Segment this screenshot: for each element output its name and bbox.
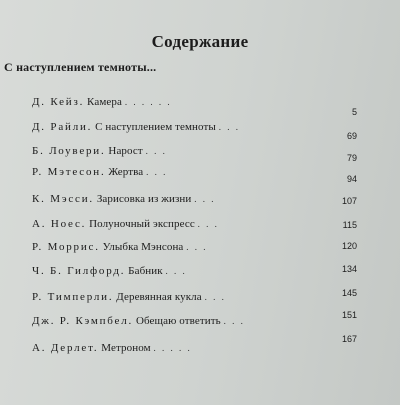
toc-entry: [0, 288, 400, 307]
toc-entry: [0, 145, 400, 161]
toc-entry: [0, 265, 400, 281]
toc-entry: [0, 96, 400, 117]
dot-leader: . . .: [165, 266, 187, 276]
toc-entry: [0, 241, 400, 257]
entry-author: А. Ноес.: [32, 218, 87, 230]
entry-title: Полуночный экспресс: [89, 218, 195, 230]
entry-text: [32, 241, 208, 253]
entry-text: [32, 166, 167, 178]
entry-title: Метроном: [101, 342, 151, 354]
entry-page-number: 107: [341, 196, 357, 206]
entry-page-number: 145: [341, 288, 357, 298]
entry-title: Обещаю ответить: [135, 315, 221, 327]
entry-author: К. Мэсси.: [32, 193, 94, 205]
entry-text: [32, 265, 187, 277]
entry-title: С наступлением темноты: [95, 121, 216, 133]
entry-author: Р. Тимперли.: [32, 291, 114, 303]
entry-author: Д. Кейз.: [32, 96, 85, 108]
entry-page-number: 94: [346, 174, 357, 184]
toc-entry: [0, 218, 400, 234]
entry-text: [32, 96, 172, 108]
entry-page-number: 134: [341, 264, 357, 274]
entry-page-number: 167: [341, 334, 357, 344]
entry-page-number: 5: [351, 107, 357, 117]
entry-author: Р. Моррис.: [32, 241, 100, 253]
dot-leader: . . .: [218, 122, 241, 132]
entry-title: Камера: [87, 96, 122, 108]
dot-leader: . . .: [186, 242, 208, 252]
entry-text: [32, 342, 192, 354]
entry-author: Ч. Б. Гилфорд.: [32, 265, 126, 277]
entry-page-number: 115: [342, 220, 357, 230]
entry-title: Бабник: [128, 265, 163, 277]
entry-text: [32, 291, 226, 303]
dot-leader: . . .: [194, 194, 216, 204]
page-heading: Содержание: [151, 32, 249, 51]
entry-text: [32, 121, 240, 133]
dot-leader: . . .: [145, 146, 167, 156]
toc-entry: [0, 310, 400, 331]
entry-author: Б. Лоувери.: [32, 145, 106, 157]
dot-leader: . . .: [204, 292, 226, 302]
section-title: С наступлением темноты...: [4, 60, 157, 74]
entry-title: Жертва: [108, 166, 144, 178]
dot-leader: . . .: [223, 316, 245, 326]
entry-author: Дж. Р. Кэмпбел.: [32, 315, 134, 327]
toc-entry: [0, 166, 400, 182]
entry-author: Р. Мэтесон.: [32, 166, 106, 178]
dot-leader: . . . . . .: [124, 97, 172, 107]
dot-leader: . . .: [146, 167, 168, 177]
dot-leader: . . . . .: [153, 343, 192, 353]
entry-text: [32, 218, 219, 230]
entry-page-number: 151: [341, 310, 357, 320]
entry-title: Зарисовка из жизни: [96, 193, 192, 205]
entry-title: Улыбка Мэнсона: [102, 241, 184, 253]
entry-author: А. Дерлет.: [32, 342, 99, 354]
dot-leader: . . .: [197, 219, 219, 229]
entry-text: [32, 193, 215, 205]
entry-text: [32, 145, 167, 157]
toc-entry: [0, 193, 400, 209]
toc-entry: [0, 334, 400, 358]
entry-page-number: 69: [346, 131, 357, 141]
entry-page-number: 120: [341, 241, 357, 251]
entry-text: [32, 315, 245, 327]
entry-author: Д. Райли.: [32, 121, 93, 133]
toc-entry: [0, 121, 400, 141]
entry-page-number: 79: [346, 153, 357, 163]
entry-title: Нарост: [108, 145, 143, 157]
entry-title: Деревянная кукла: [116, 291, 202, 303]
